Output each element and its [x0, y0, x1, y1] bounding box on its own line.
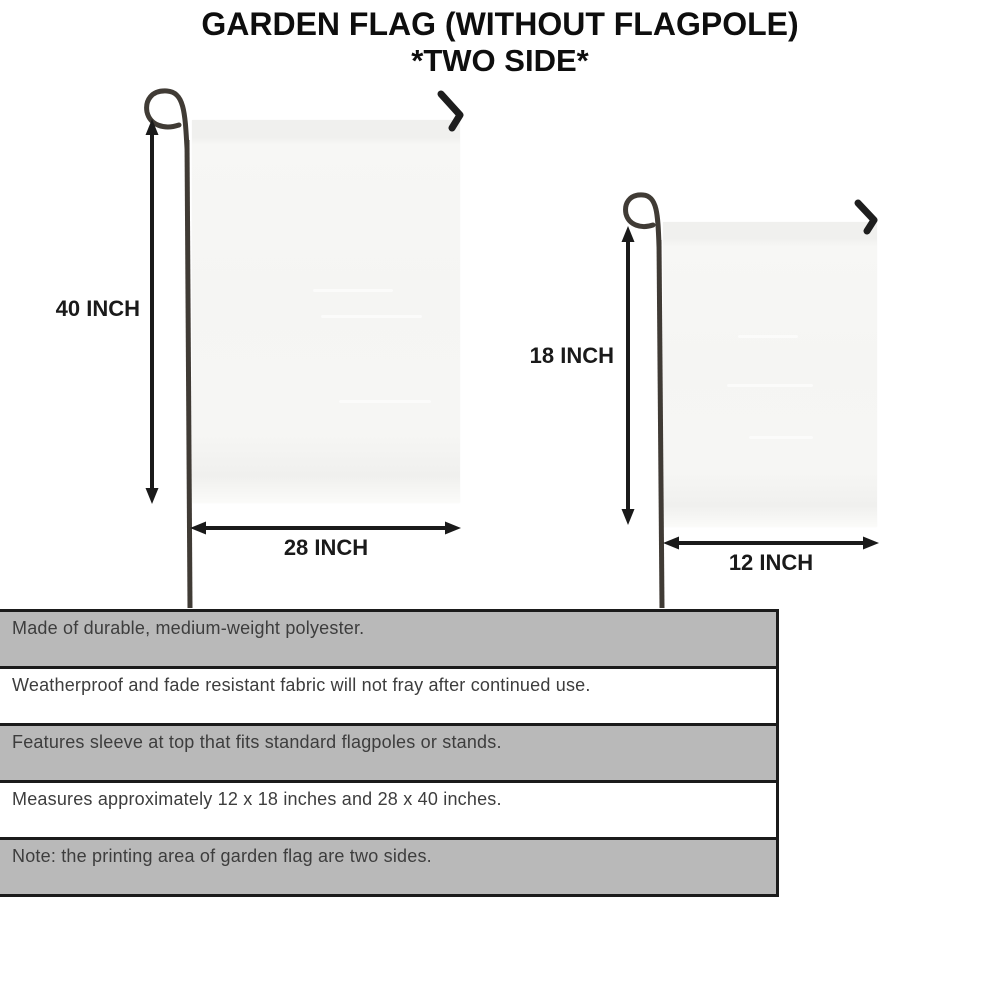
title-line-2: *TWO SIDE* [411, 43, 589, 78]
height-arrow-large [146, 119, 159, 504]
hook-small-icon [858, 203, 874, 231]
feature-row-sleeve: Features sleeve at top that fits standard flagpoles or stands. [0, 726, 776, 783]
height-label-small: 18 INCH [529, 343, 614, 368]
feature-row-measures: Measures approximately 12 x 18 inches and 28 x 40 inches. [0, 783, 776, 840]
width-label-large: 28 INCH [283, 535, 369, 560]
title-line-1: GARDEN FLAG (WITHOUT FLAGPOLE) [201, 6, 799, 42]
feature-row-material: Made of durable, medium-weight polyester. [0, 612, 776, 669]
height-label-large: 40 INCH [55, 296, 140, 321]
width-arrow-small [663, 537, 879, 550]
width-label-small: 12 INCH [728, 550, 814, 575]
flagpole-small-icon [626, 195, 662, 608]
width-arrow-large [190, 522, 461, 535]
feature-row-weatherproof: Weatherproof and fade resistant fabric will not fray after continued use. [0, 669, 776, 726]
feature-list [0, 609, 779, 897]
height-arrow-small [622, 226, 635, 525]
feature-row-note: Note: the printing area of garden flag are two sides. [0, 840, 776, 897]
hook-large-icon [441, 94, 460, 128]
